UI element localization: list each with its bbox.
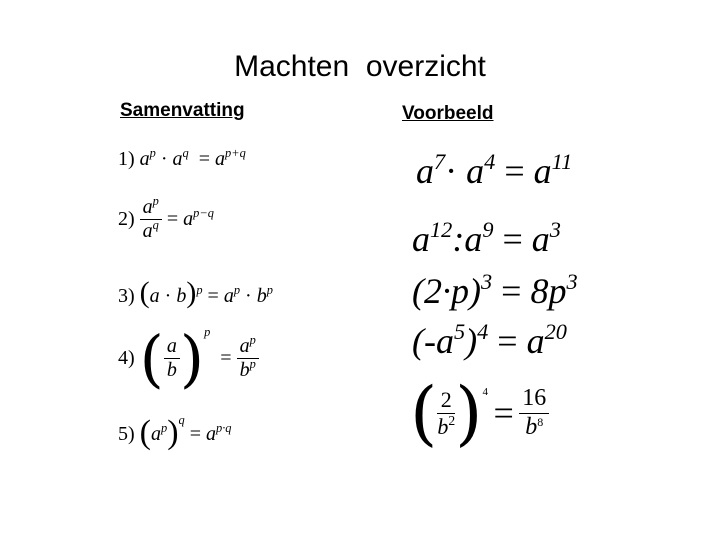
rule-2-number: 2)	[118, 208, 135, 230]
rule-5-number: 5)	[118, 423, 135, 445]
rule-2-fraction: $\frac{a^p}{a^q}$	[140, 196, 162, 243]
example-5-result-fraction: $\frac{16}{b^8}$	[519, 385, 549, 441]
rule-4-result-fraction: $\frac{a^p}{b^p}$	[237, 335, 259, 382]
rule-5-formula: $(a^p)^q = a^{p\cdot q}$	[139, 412, 232, 451]
rule-5	[118, 414, 232, 452]
rule-3	[118, 276, 273, 310]
example-1: $a^7\cdot a^4 = a^{11}$	[416, 148, 573, 191]
rule-3-number: 3)	[118, 285, 135, 307]
rule-4-number: 4)	[118, 347, 135, 369]
rule-1-number: 1)	[118, 148, 135, 170]
rule-4-inner-fraction: $\frac{a}{b}$	[164, 335, 180, 382]
example-5: ( $\frac{2}{b^2}$ )$^4$ = $\frac{16}{b^8}$	[410, 372, 549, 454]
header-summary: Samenvatting	[120, 100, 245, 121]
rule-2	[118, 193, 214, 243]
rule-1-formula: $a^p \cdot a^q = a^{p+q}$	[139, 145, 246, 170]
example-3: $(2\cdot p)^3 = 8p^3$	[412, 268, 578, 311]
rule-3-formula: $(a \cdot b)^p = a^p \cdot b^p$	[139, 276, 273, 309]
rule-1	[118, 145, 246, 171]
example-5-inner-fraction: $\frac{2}{b^2}$	[437, 387, 456, 439]
rule-2-result: = $a^{p-q}$	[166, 205, 214, 230]
example-4: $(-a^5)^4 = a^{20}$	[412, 318, 567, 361]
rule-4: 4) ( $\frac{a}{b}$ )$^p$ = $\frac{a^p}{b^p}$	[118, 322, 259, 395]
header-example: Voorbeeld	[402, 103, 494, 124]
example-2: $a^{12}:a^9 = a^3$	[412, 216, 561, 259]
page-title: Machten overzicht	[234, 50, 486, 83]
